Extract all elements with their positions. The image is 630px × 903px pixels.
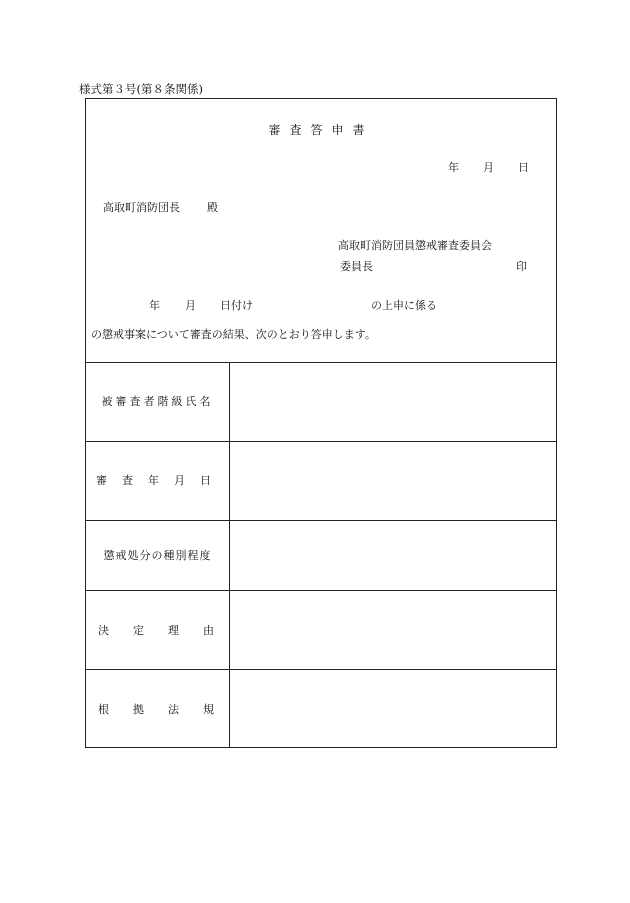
sender-organization: 高取町消防団員懲戒審査委員会	[338, 239, 492, 252]
row-label-decision-reason: 決定理由	[98, 624, 238, 637]
body-year-label: 年	[149, 299, 160, 312]
date-year-label: 年	[448, 161, 459, 174]
column-divider	[229, 362, 230, 747]
row-divider	[86, 520, 556, 521]
row-label-examinee-name: 被審査者階級氏名	[101, 395, 214, 408]
row-label-disciplinary-type: 懲戒処分の種別程度	[103, 549, 212, 562]
body-month-label: 月	[185, 299, 196, 312]
body-line1-suffix: の上申に係る	[371, 299, 437, 312]
row-divider	[86, 669, 556, 670]
body-line2: の懲戒事案について審査の結果、次のとおり答申します。	[91, 328, 376, 341]
addressee-name: 高取町消防団長	[103, 201, 180, 214]
body-day-label: 日付け	[220, 299, 253, 312]
document-title: 審査答申書	[268, 123, 374, 137]
date-month-label: 月	[483, 161, 494, 174]
row-divider	[86, 590, 556, 591]
date-day-label: 日	[518, 161, 529, 174]
form-number: 様式第３号(第８条関係)	[79, 82, 203, 96]
sender-title: 委員長	[340, 260, 373, 273]
table-top-border	[86, 362, 556, 363]
row-label-legal-basis: 根拠法規	[98, 703, 238, 716]
row-divider	[86, 441, 556, 442]
row-label-review-date: 審査年月日	[96, 474, 226, 487]
addressee-honorific: 殿	[207, 201, 218, 214]
form-frame	[85, 98, 557, 748]
seal-mark: 印	[516, 260, 527, 273]
